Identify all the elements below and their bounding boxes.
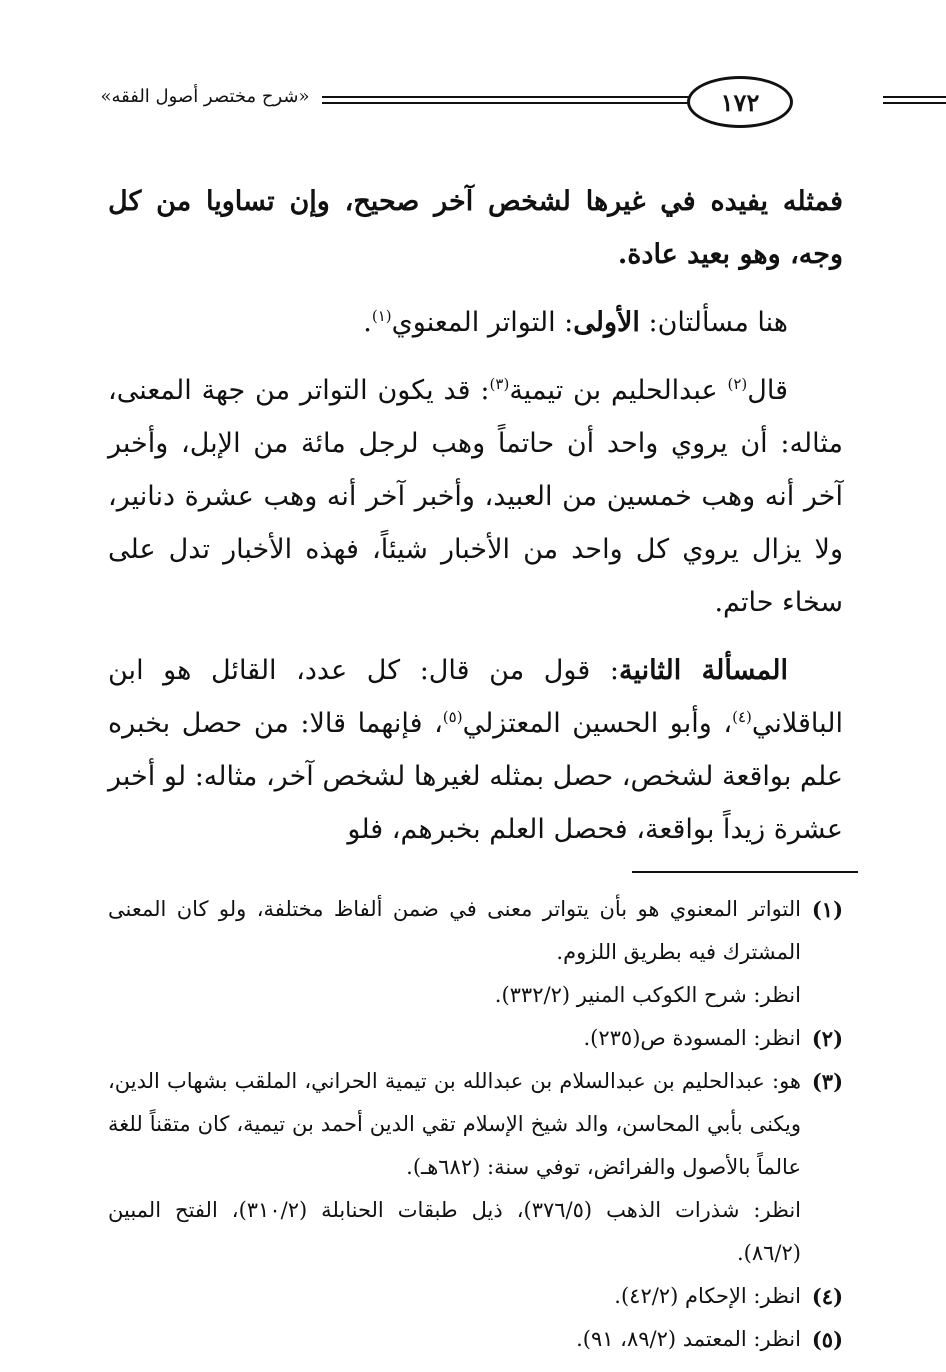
running-title: «شرح مختصر أصول الفقه» (100, 86, 310, 107)
p2-end: . (363, 307, 372, 338)
footnote-ref-2[interactable]: (٢) (727, 375, 748, 393)
p3-a: قال (747, 375, 788, 406)
footnote-number: (٥) (811, 1327, 843, 1352)
footnote-number: (٤) (811, 1284, 843, 1309)
footnote-ref-3[interactable]: (٣) (489, 375, 510, 393)
footnote-ref-1[interactable]: (١) (371, 307, 392, 325)
header-rule-right (883, 96, 946, 104)
footnote-ref-5[interactable]: (٥) (442, 708, 463, 726)
p4-bold-label: المسألة الثانية (618, 655, 788, 686)
p4-c: ، فإنهما قالا: من حصل بخبره علم بواقعة لشخص، حصل بمثله لغيرها لشخص آخر، مثاله: لو أخبر عشرة زيداً بواقعة، فحصل العلم بخبرهم، فلو (108, 708, 843, 845)
main-text (108, 175, 843, 871)
footnote-1 (108, 888, 843, 1017)
footnote-line: انظر: المعتمد (٨٩/٢، ٩١). (576, 1327, 801, 1351)
p2-bold-label: الأولى (573, 307, 640, 338)
p2-prefix: هنا مسألتان: (639, 307, 788, 338)
page-number: ١٧٢ (687, 76, 793, 128)
footnote-line: التواتر المعنوي هو بأن يتواتر معنى في ضمن ألفاظ مختلفة، ولو كان المعنى المشترك فيه بطريق اللزوم. (108, 897, 801, 964)
footnote-4 (108, 1275, 843, 1318)
footnote-line: هو: عبدالحليم بن عبدالسلام بن عبدالله بن تيمية الحراني، الملقب بشهاب الدين، ويكنى بأبي المحاسن، والد شيخ الإسلام تقي الدين أحمد بن تيمية، كان متقناً للغة عالماً بالأصول والفرائض، توفي سنة: (٦٨٢هـ). (108, 1069, 801, 1179)
footnotes (108, 888, 843, 1361)
p4-a: : قول من قال: كل عدد، القائل هو ابن الباقلاني (108, 655, 843, 739)
p4-b: ، وأبو الحسين المعتزلي (462, 708, 733, 739)
footnote-separator (632, 871, 858, 873)
footnote-3 (108, 1060, 843, 1275)
p3-c: : قد يكون التواتر من جهة المعنى، مثاله: أن يروي واحد أن حاتماً وهب لرجل مائة من الإبل، وأخبر آخر أنه وهب خمسين من العبيد، وأخبر آخر أنه وهب عشرة دنانير، ولا يزال يروي كل واحد من الأخبار شيئاً، فهذه الأخبار تدل على سخاء حاتم. (108, 375, 843, 618)
page-header (100, 82, 860, 132)
footnote-5 (108, 1318, 843, 1361)
paragraph-2 (108, 296, 843, 349)
p3-b: عبدالحليم بن تيمية (509, 375, 728, 406)
footnote-line: انظر: الإحكام (٤٢/٢). (614, 1284, 801, 1308)
paragraph-4 (108, 644, 843, 856)
paragraph-3 (108, 364, 843, 629)
footnote-line: انظر: شذرات الذهب (٣٧٦/٥)، ذيل طبقات الحنابلة (٣١٠/٢)، الفتح المبين (٨٦/٢). (108, 1198, 802, 1265)
footnote-line: انظر: المسودة ص(٢٣٥). (583, 1026, 801, 1050)
footnote-line: انظر: شرح الكوكب المنير (٣٣٢/٢). (494, 983, 801, 1007)
footnote-number: (٢) (811, 1026, 843, 1051)
footnote-number: (١) (811, 897, 843, 922)
paragraph-1: فمثله يفيده في غيرها لشخص آخر صحيح، وإن تساويا من كل وجه، وهو بعيد عادة. (108, 186, 843, 270)
p2-text: : التواتر المعنوي (391, 307, 574, 338)
footnote-number: (٣) (811, 1069, 843, 1094)
footnote-2 (108, 1017, 843, 1060)
footnote-ref-4[interactable]: (٤) (732, 708, 752, 726)
